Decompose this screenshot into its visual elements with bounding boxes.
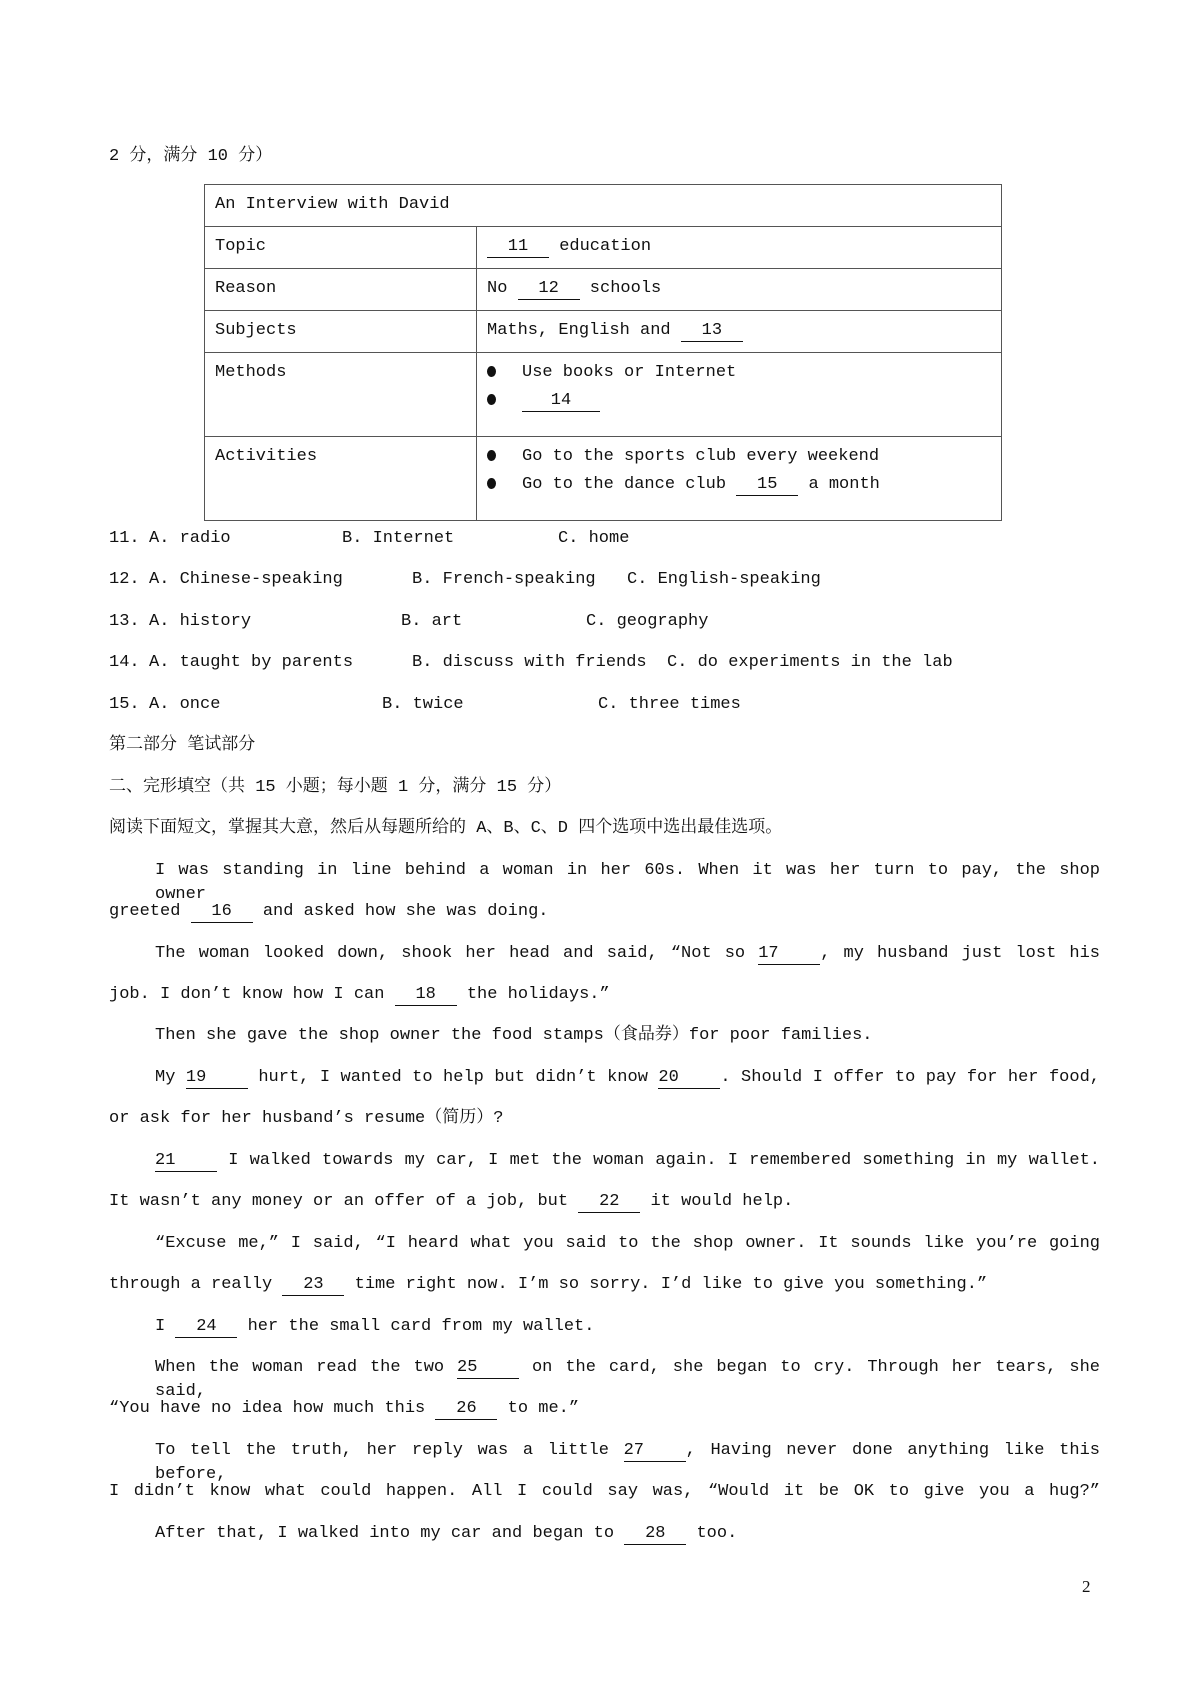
- row-value: [477, 269, 1002, 311]
- passage-line: [155, 859, 1100, 904]
- passage-text: I: [155, 1316, 176, 1336]
- blank-27: 27: [624, 1441, 686, 1462]
- passage-line: [155, 1066, 1100, 1090]
- passage-line: [155, 1024, 1100, 1048]
- row-value: [477, 437, 1002, 521]
- passage-text: I walked towards my car, I met the woman again. I remembered something in my wallet.: [217, 1150, 1100, 1170]
- option-c: C. English-speaking: [627, 570, 821, 590]
- passage-line: [109, 983, 1100, 1007]
- option-num: 12.: [109, 570, 140, 590]
- passage-text: through a really: [109, 1275, 283, 1295]
- passage-text: “Excuse me,” I said, “I heard what you said to the shop owner. It sounds like you’re going: [155, 1233, 1100, 1253]
- row-label: Methods: [205, 353, 477, 437]
- page-number: 2: [1082, 1577, 1091, 1596]
- passage-text: , my husband just lost his: [820, 943, 1100, 963]
- passage-line: [109, 1273, 1100, 1297]
- passage-text: job. I don’t know how I can: [109, 984, 395, 1004]
- passage-text: greeted: [109, 902, 191, 922]
- text: Maths, English and: [487, 321, 681, 340]
- option-b: B. French-speaking: [412, 570, 596, 590]
- passage-text: hurt, I wanted to help but didn’t know: [247, 1067, 659, 1087]
- header-line: 2 分，满分 10 分）: [109, 147, 273, 166]
- blank-25: 25: [457, 1358, 519, 1379]
- text: No: [487, 279, 518, 298]
- blank-19: 19: [186, 1068, 248, 1089]
- passage-text: . Should I offer to pay for her food,: [720, 1067, 1100, 1087]
- table-row: [205, 311, 1002, 353]
- row-value: [477, 353, 1002, 437]
- text: Go to the sports club every weekend: [522, 447, 880, 466]
- text: a month: [798, 475, 880, 494]
- row-value: [477, 311, 1002, 353]
- row-label: Subjects: [205, 311, 477, 353]
- passage-line: [109, 900, 1100, 924]
- blank-21: 21: [155, 1151, 217, 1172]
- text: Use books or Internet: [522, 363, 737, 382]
- text: Go to the dance club: [522, 475, 737, 494]
- blank-28: 28: [624, 1524, 686, 1545]
- bullet-icon: [487, 366, 496, 377]
- option-c: C. geography: [586, 611, 709, 631]
- passage-line: [109, 1107, 1100, 1131]
- blank-22: 22: [578, 1192, 640, 1213]
- interview-table: [204, 184, 1002, 521]
- row-label: Reason: [205, 269, 477, 311]
- option-b: B. discuss with friends: [412, 653, 647, 673]
- option-c: C. do experiments in the lab: [667, 653, 953, 673]
- option-a: A. history: [149, 611, 252, 631]
- blank-15: 15: [736, 475, 798, 496]
- passage-line: [155, 1315, 1100, 1339]
- row-label: Topic: [205, 227, 477, 269]
- option-a: A. taught by parents: [149, 653, 354, 673]
- blank-12: 12: [518, 279, 580, 300]
- passage-text: to me.”: [497, 1399, 580, 1419]
- option-b: B. Internet: [342, 529, 455, 548]
- passage-text: too.: [686, 1523, 738, 1543]
- option-a: A. Chinese-speaking: [149, 570, 343, 590]
- option-line: [109, 527, 1100, 551]
- blank-16: 16: [191, 902, 253, 923]
- passage-line: [155, 942, 1100, 966]
- table-row: [205, 269, 1002, 311]
- option-c: C. three times: [598, 694, 741, 714]
- option-a: A. once: [149, 694, 221, 714]
- passage-text: When the woman read the two: [155, 1358, 458, 1377]
- blank-14: 14: [522, 391, 600, 412]
- passage-text: The woman looked down, shook her head and said, “Not so: [155, 943, 759, 963]
- section-title: 第二部分 笔试部分: [109, 736, 256, 755]
- passage-text: her the small card from my wallet.: [237, 1316, 595, 1336]
- blank-20: 20: [658, 1068, 720, 1089]
- passage-text: , Having never done anything like this before,: [155, 1440, 1100, 1484]
- blank-23: 23: [282, 1275, 344, 1296]
- cloze-title: 二、完形填空（共 15 小题；每小题 1 分，满分 15 分）: [109, 778, 562, 797]
- blank-24: 24: [175, 1317, 237, 1338]
- passage-line: [155, 1232, 1100, 1256]
- option-b: B. art: [401, 611, 463, 631]
- blank-18: 18: [395, 985, 457, 1006]
- passage-text: After that, I walked into my car and began to: [155, 1523, 625, 1543]
- passage-text: on the card, she began to cry. Through her tears, she said,: [155, 1358, 1100, 1401]
- passage-line: [109, 1190, 1100, 1214]
- passage-line: [155, 1439, 1100, 1484]
- option-a: A. radio: [149, 529, 231, 548]
- option-num: 14.: [109, 653, 140, 673]
- passage-text: To tell the truth, her reply was a little: [155, 1440, 624, 1460]
- passage-line: [109, 1397, 1100, 1421]
- blank-17: 17: [758, 944, 820, 965]
- table-row: [205, 353, 1002, 437]
- option-line: [109, 651, 1100, 675]
- passage-text: “You have no idea how much this: [109, 1399, 436, 1419]
- row-value: [477, 227, 1002, 269]
- blank-13: 13: [681, 321, 743, 342]
- blank-26: 26: [435, 1399, 497, 1420]
- option-num: 13.: [109, 611, 140, 631]
- blank-11: 11: [487, 237, 549, 258]
- cloze-instruction: 阅读下面短文，掌握其大意，然后从每题所给的 A、B、C、D 四个选项中选出最佳选项。: [109, 819, 783, 838]
- passage-text: time right now. I’m so sorry. I’d like to give you something.”: [344, 1275, 988, 1295]
- option-line: [109, 568, 1100, 592]
- passage-text: It wasn’t any money or an offer of a job, but: [109, 1192, 579, 1212]
- table-row: [205, 437, 1002, 521]
- passage-line: [155, 1356, 1100, 1401]
- option-num: 11.: [109, 529, 140, 548]
- passage-text: My: [155, 1067, 186, 1087]
- passage-line: [109, 1480, 1100, 1504]
- passage-text: Then she gave the shop owner the food stamps（食品券）for poor families.: [155, 1026, 873, 1046]
- option-c: C. home: [558, 529, 630, 548]
- passage-text: I didn’t know what could happen. All I could say was, “Would it be OK to give you a hug?”: [109, 1482, 1100, 1502]
- passage-text: or ask for her husband’s resume（简历）?: [109, 1109, 504, 1129]
- text: education: [549, 237, 652, 256]
- passage-line: [155, 1522, 1100, 1546]
- text: schools: [579, 279, 662, 298]
- bullet-icon: [487, 394, 496, 405]
- passage-text: it would help.: [640, 1192, 794, 1212]
- option-num: 15.: [109, 694, 140, 714]
- bullet-icon: [487, 450, 496, 461]
- table-row: [205, 227, 1002, 269]
- passage-text: I was standing in line behind a woman in her 60s. When it was her turn to pay, the shop owner: [155, 860, 1100, 904]
- row-label: Activities: [205, 437, 477, 521]
- option-line: [109, 610, 1100, 634]
- table-title: An Interview with David: [205, 185, 1002, 227]
- bullet-icon: [487, 478, 496, 489]
- passage-text: and asked how she was doing.: [252, 902, 549, 922]
- passage-line: [155, 1149, 1100, 1173]
- option-b: B. twice: [382, 694, 464, 714]
- option-line: [109, 693, 1100, 717]
- passage-text: the holidays.”: [456, 984, 610, 1004]
